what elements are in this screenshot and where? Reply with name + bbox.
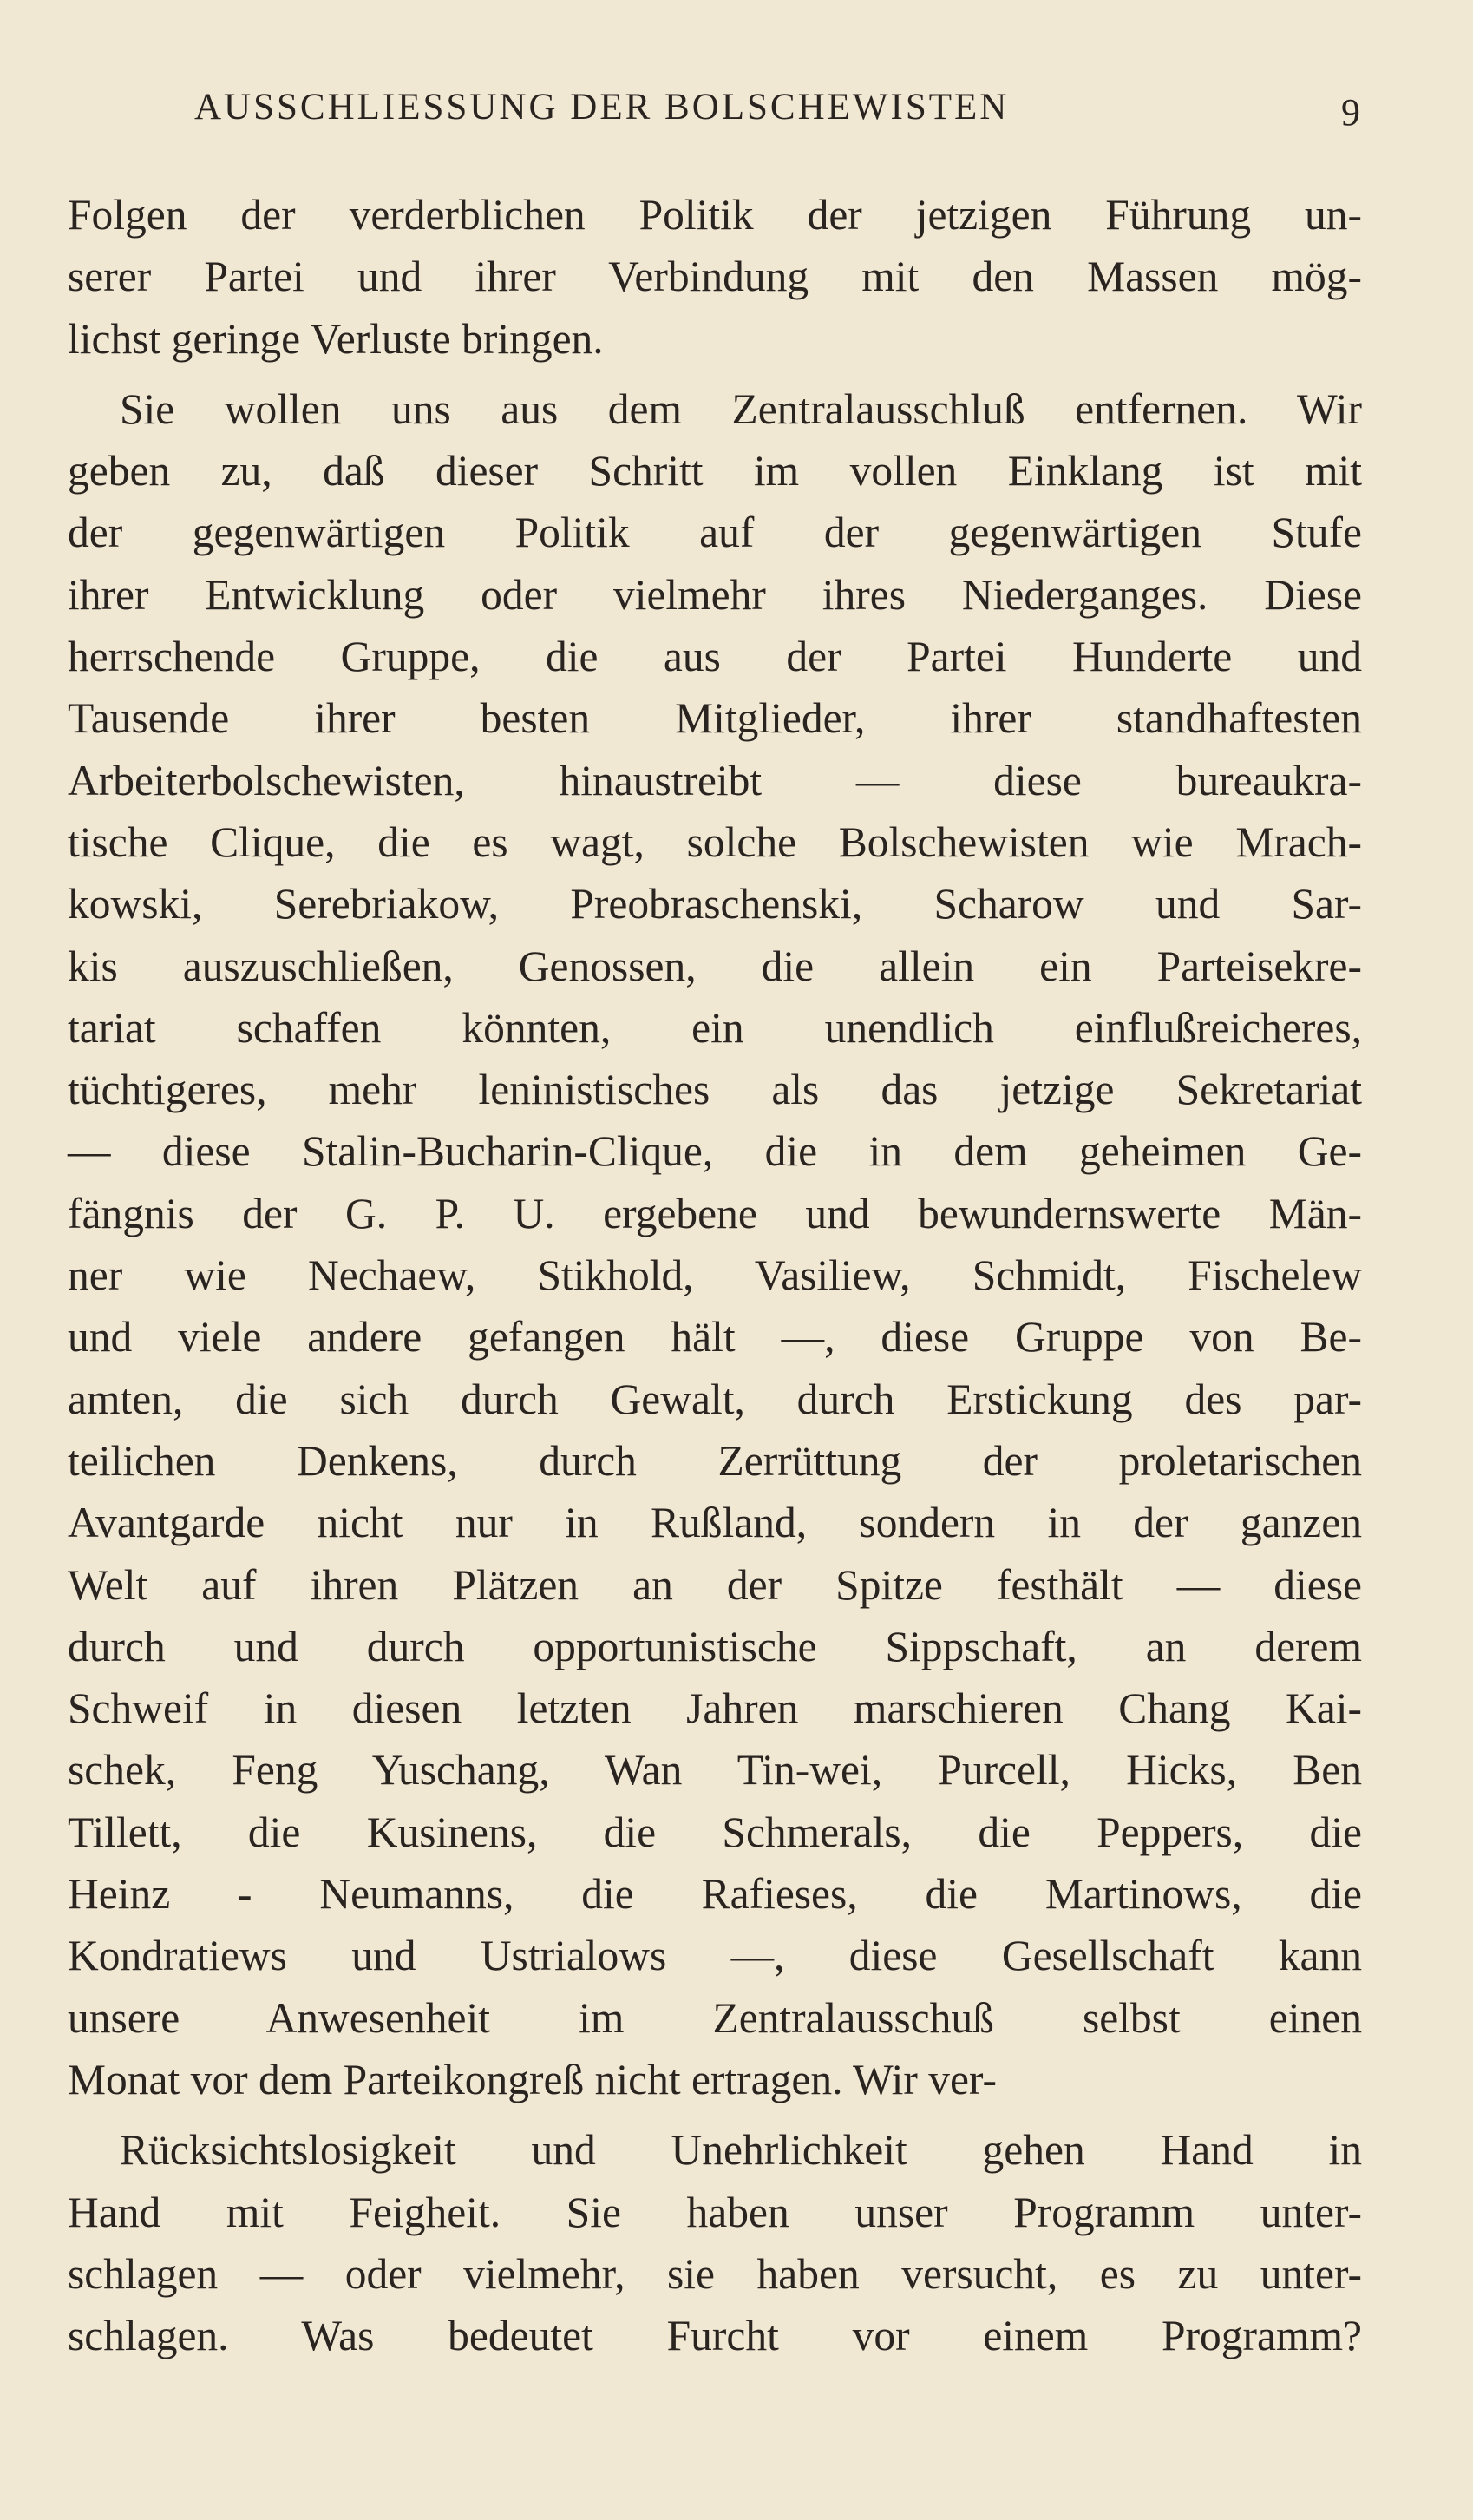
text-line: herrschende Gruppe, die aus der Partei Hunderte und: [68, 633, 1362, 681]
text-line: Rücksichtslosigkeit und Unehrlichkeit gehen Hand in: [120, 2126, 1362, 2175]
text-line: kowski, Serebriakow, Preobraschenski, Scharow und Sar-: [68, 880, 1362, 929]
paragraph-1: [68, 184, 1362, 370]
paragraph-3: [68, 2119, 1362, 2366]
text-line: durch und durch opportunistische Sippschaft, an derem: [68, 1622, 1362, 1670]
running-title: AUSSCHLIESSUNG DER BOLSCHEWISTEN: [194, 87, 1010, 128]
text-line: ihrer Entwicklung oder vielmehr ihres Niederganges. Diese: [68, 570, 1362, 619]
text-line: und viele andere gefangen hält —, diese Gruppe von Be-: [68, 1313, 1362, 1362]
text-line: tische Clique, die es wagt, solche Bolschewisten wie Mrach-: [68, 817, 1362, 866]
text-line: Heinz - Neumanns, die Rafieses, die Martinows, die: [68, 1870, 1362, 1919]
text-line: schek, Feng Yuschang, Wan Tin-wei, Purcell, Hicks, Ben: [68, 1746, 1362, 1795]
text-line: lichst geringe Verluste bringen.: [68, 314, 604, 363]
text-line: schlagen — oder vielmehr, sie haben versucht, es zu unter-: [68, 2249, 1362, 2298]
text-line: tariat schaffen könnten, ein unendlich einflußreicheres,: [68, 1003, 1362, 1052]
text-line: Welt auf ihren Plätzen an der Spitze festhält — diese: [68, 1560, 1362, 1609]
text-line: ner wie Nechaew, Stikhold, Vasiliew, Schmidt, Fischelew: [68, 1251, 1362, 1300]
text-line: tüchtigeres, mehr leninistisches als das jetzige Sekretariat: [68, 1066, 1362, 1114]
text-line: — diese Stalin-Bucharin-Clique, die in dem geheimen Ge-: [68, 1127, 1362, 1176]
text-line: Hand mit Feigheit. Sie haben unser Programm unter-: [68, 2188, 1362, 2236]
text-line: unsere Anwesenheit im Zentralausschuß selbst einen: [68, 1993, 1362, 2042]
text-line: Monat vor dem Parteikongreß nicht ertragen. Wir ver-: [68, 2055, 997, 2103]
text-line: schlagen. Was bedeutet Furcht vor einem Programm?: [68, 2312, 1362, 2360]
text-line: Schweif in diesen letzten Jahren marschieren Chang Kai-: [68, 1684, 1362, 1733]
text-line: Tausende ihrer besten Mitglieder, ihrer standhaftesten: [68, 694, 1362, 743]
text-line: serer Partei und ihrer Verbindung mit den Massen mög-: [68, 253, 1362, 301]
text-line: Tillett, die Kusinens, die Schmerals, die Peppers, die: [68, 1808, 1362, 1856]
text-line: der gegenwärtigen Politik auf der gegenwärtigen Stufe: [68, 509, 1362, 557]
text-line: amten, die sich durch Gewalt, durch Erstickung des par-: [68, 1375, 1362, 1423]
page-number: 9: [1341, 91, 1360, 134]
text-line: Avantgarde nicht nur in Rußland, sondern in der ganzen: [68, 1499, 1362, 1547]
text-line: Arbeiterbolschewisten, hinaustreibt — diese bureaukra-: [68, 756, 1362, 804]
body-text: [68, 184, 1362, 2366]
text-line: teilichen Denkens, durch Zerrüttung der proletarischen: [68, 1436, 1362, 1485]
text-line: geben zu, daß dieser Schritt im vollen Einklang ist mit: [68, 447, 1362, 495]
text-line: Kondratiews und Ustrialows —, diese Gesellschaft kann: [68, 1932, 1362, 1980]
text-line: Folgen der verderblichen Politik der jetzigen Führung un-: [68, 191, 1362, 239]
text-line: Sie wollen uns aus dem Zentralausschluß entfernen. Wir: [120, 384, 1362, 433]
text-line: fängnis der G. P. U. ergebene und bewundernswerte Män-: [68, 1189, 1362, 1237]
text-line: kis auszuschließen, Genossen, die allein ein Parteisekre-: [68, 942, 1362, 990]
paragraph-2: [68, 378, 1362, 2110]
